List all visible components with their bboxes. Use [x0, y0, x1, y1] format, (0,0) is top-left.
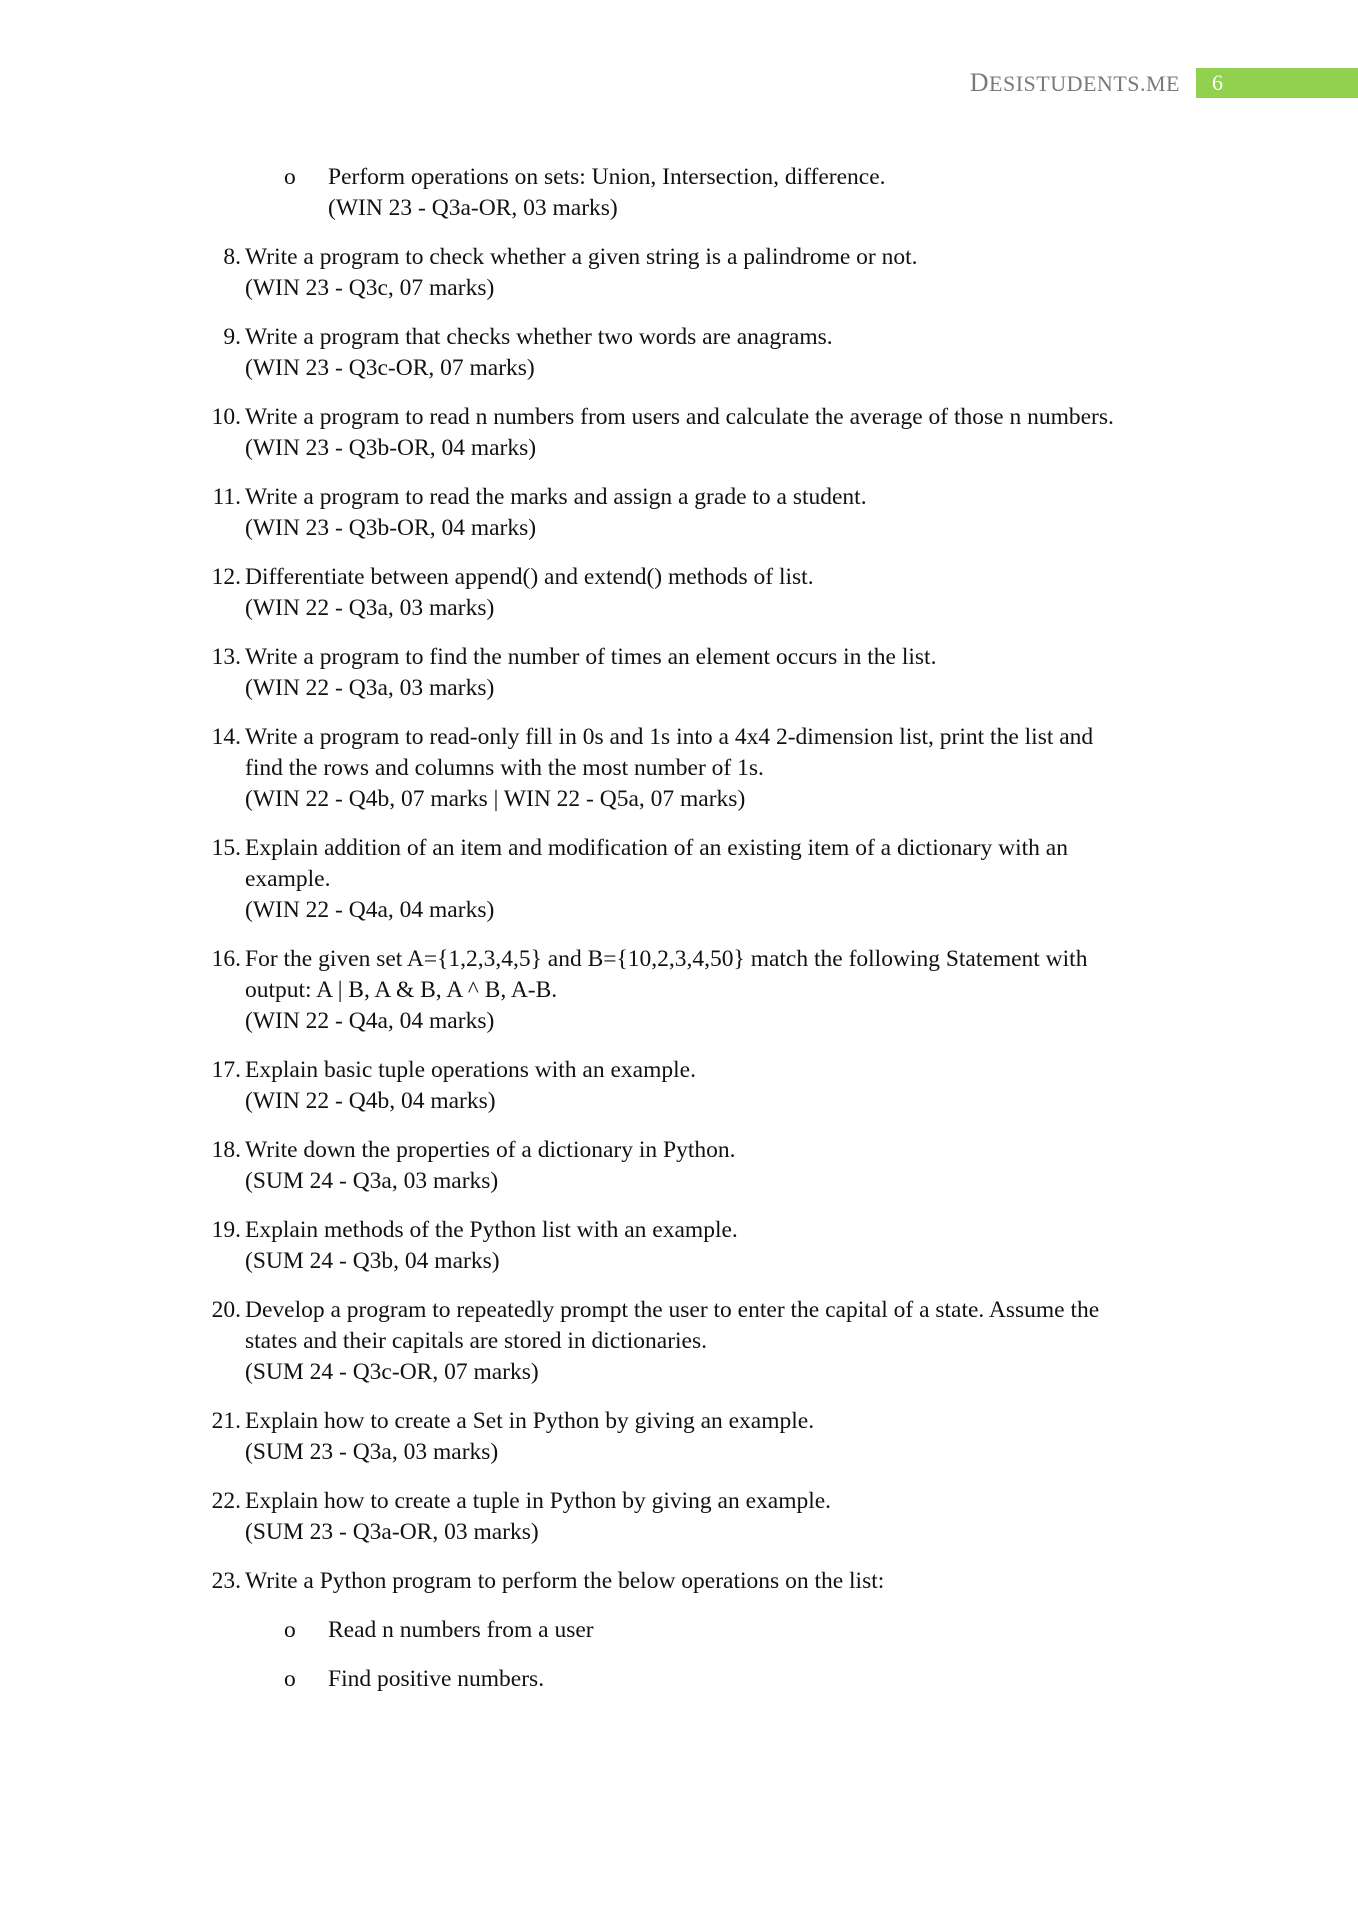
question-item	[200, 1135, 1210, 1197]
question-text: Differentiate between append() and extend() methods of list.	[245, 564, 814, 590]
questions-container	[200, 242, 1210, 1548]
question-text: Write a Python program to perform the below operations on the list:	[245, 1568, 885, 1594]
question-number: 15.	[211, 835, 241, 861]
question-item	[200, 242, 1210, 304]
question-text: Explain how to create a tuple in Python by giving an example.	[245, 1488, 832, 1514]
question-text: states and their capitals are stored in dictionaries.	[245, 1328, 708, 1354]
question-number: 14.	[211, 724, 241, 750]
question-number: 9.	[223, 324, 241, 350]
question-source: (SUM 24 - Q3a, 03 marks)	[245, 1168, 499, 1194]
question-text: Write a program to check whether a given string is a palindrome or not.	[245, 244, 918, 270]
question-item	[200, 642, 1210, 704]
question-number: 13.	[211, 644, 241, 670]
sub-bullet-list	[245, 1615, 1210, 1695]
question-item	[200, 402, 1210, 464]
page-header	[970, 68, 1358, 98]
question-source: (WIN 22 - Q4b, 07 marks | WIN 22 - Q5a, 07 marks)	[245, 786, 746, 812]
question-number: 22.	[211, 1488, 241, 1514]
question-item	[200, 944, 1210, 1037]
question-text: Explain basic tuple operations with an example.	[245, 1057, 696, 1083]
question-number: 8.	[223, 244, 241, 270]
question-source: (WIN 23 - Q3b-OR, 04 marks)	[245, 515, 537, 541]
question-text: Write a program that checks whether two words are anagrams.	[245, 324, 833, 350]
question-number: 17.	[211, 1057, 241, 1083]
question-source: (WIN 23 - Q3c-OR, 07 marks)	[245, 355, 535, 381]
sub-bullet-text: Read n numbers from a user	[328, 1617, 594, 1643]
question-source: (SUM 23 - Q3a-OR, 03 marks)	[245, 1519, 539, 1545]
question-text: Explain methods of the Python list with an example.	[245, 1217, 738, 1243]
question-source: (WIN 22 - Q4b, 04 marks)	[245, 1088, 496, 1114]
question-text: Explain addition of an item and modification of an existing item of a dictionary with an	[245, 835, 1068, 861]
question-number: 10.	[211, 404, 241, 430]
page-number-badge: 6	[1196, 68, 1358, 98]
question-number: 19.	[211, 1217, 241, 1243]
question-source: (WIN 22 - Q4a, 04 marks)	[245, 897, 495, 923]
question-text: Write down the properties of a dictionary in Python.	[245, 1137, 736, 1163]
sub-bullet-item	[200, 1615, 1210, 1646]
question-source: (SUM 23 - Q3a, 03 marks)	[245, 1439, 499, 1465]
question-item	[200, 482, 1210, 544]
bullet-marker: o	[284, 1617, 296, 1643]
question-text: Explain how to create a Set in Python by giving an example.	[245, 1408, 815, 1434]
question-number: 12.	[211, 564, 241, 590]
question-source: (WIN 23 - Q3b-OR, 04 marks)	[245, 435, 537, 461]
question-number: 11.	[212, 484, 241, 510]
question-text: Write a program to read the marks and assign a grade to a student.	[245, 484, 867, 510]
question-text: output: A | B, A & B, A ^ B, A-B.	[245, 977, 558, 1003]
question-item-23	[200, 1566, 1210, 1695]
question-number: 18.	[211, 1137, 241, 1163]
question-item	[200, 1215, 1210, 1277]
bullet-source: (WIN 23 - Q3a-OR, 03 marks)	[328, 195, 618, 221]
question-text: Write a program to read n numbers from users and calculate the average of those n numbers.	[245, 404, 1114, 430]
question-text: Develop a program to repeatedly prompt the user to enter the capital of a state. Assume the	[245, 1297, 1100, 1323]
sub-bullet-text: Find positive numbers.	[328, 1666, 545, 1692]
bullet-marker: o	[284, 1666, 296, 1692]
bullet-text: Perform operations on sets: Union, Intersection, difference.	[328, 164, 886, 190]
question-text: find the rows and columns with the most number of 1s.	[245, 755, 764, 781]
question-item	[200, 1055, 1210, 1117]
sub-bullet-item	[200, 1664, 1210, 1695]
bullet-marker: o	[284, 164, 296, 190]
bullet-item	[200, 162, 1210, 224]
question-text: Write a program to find the number of times an element occurs in the list.	[245, 644, 937, 670]
question-source: (WIN 23 - Q3c, 07 marks)	[245, 275, 495, 301]
question-source: (SUM 24 - Q3c-OR, 07 marks)	[245, 1359, 539, 1385]
question-item	[200, 1406, 1210, 1468]
question-source: (WIN 22 - Q3a, 03 marks)	[245, 675, 495, 701]
question-item	[200, 322, 1210, 384]
question-source: (SUM 24 - Q3b, 04 marks)	[245, 1248, 500, 1274]
question-item	[200, 1295, 1210, 1388]
site-name-rest: ESISTUDENTS.ME	[989, 71, 1180, 96]
question-number: 21.	[211, 1408, 241, 1434]
question-text: For the given set A={1,2,3,4,5} and B={10,2,3,4,50} match the following Statement with	[245, 946, 1088, 972]
question-text: Write a program to read-only fill in 0s and 1s into a 4x4 2-dimension list, print the list and	[245, 724, 1094, 750]
question-item	[200, 562, 1210, 624]
question-number: 20.	[211, 1297, 241, 1323]
site-name-initial: D	[969, 68, 990, 97]
question-item	[200, 833, 1210, 926]
question-source: (WIN 22 - Q3a, 03 marks)	[245, 595, 495, 621]
question-text: example.	[245, 866, 331, 892]
question-item	[200, 1486, 1210, 1548]
site-name	[970, 68, 1180, 98]
question-item	[200, 722, 1210, 815]
question-number: 16.	[211, 946, 241, 972]
question-source: (WIN 22 - Q4a, 04 marks)	[245, 1008, 495, 1034]
question-list	[200, 162, 1210, 1713]
question-number: 23.	[211, 1568, 241, 1594]
